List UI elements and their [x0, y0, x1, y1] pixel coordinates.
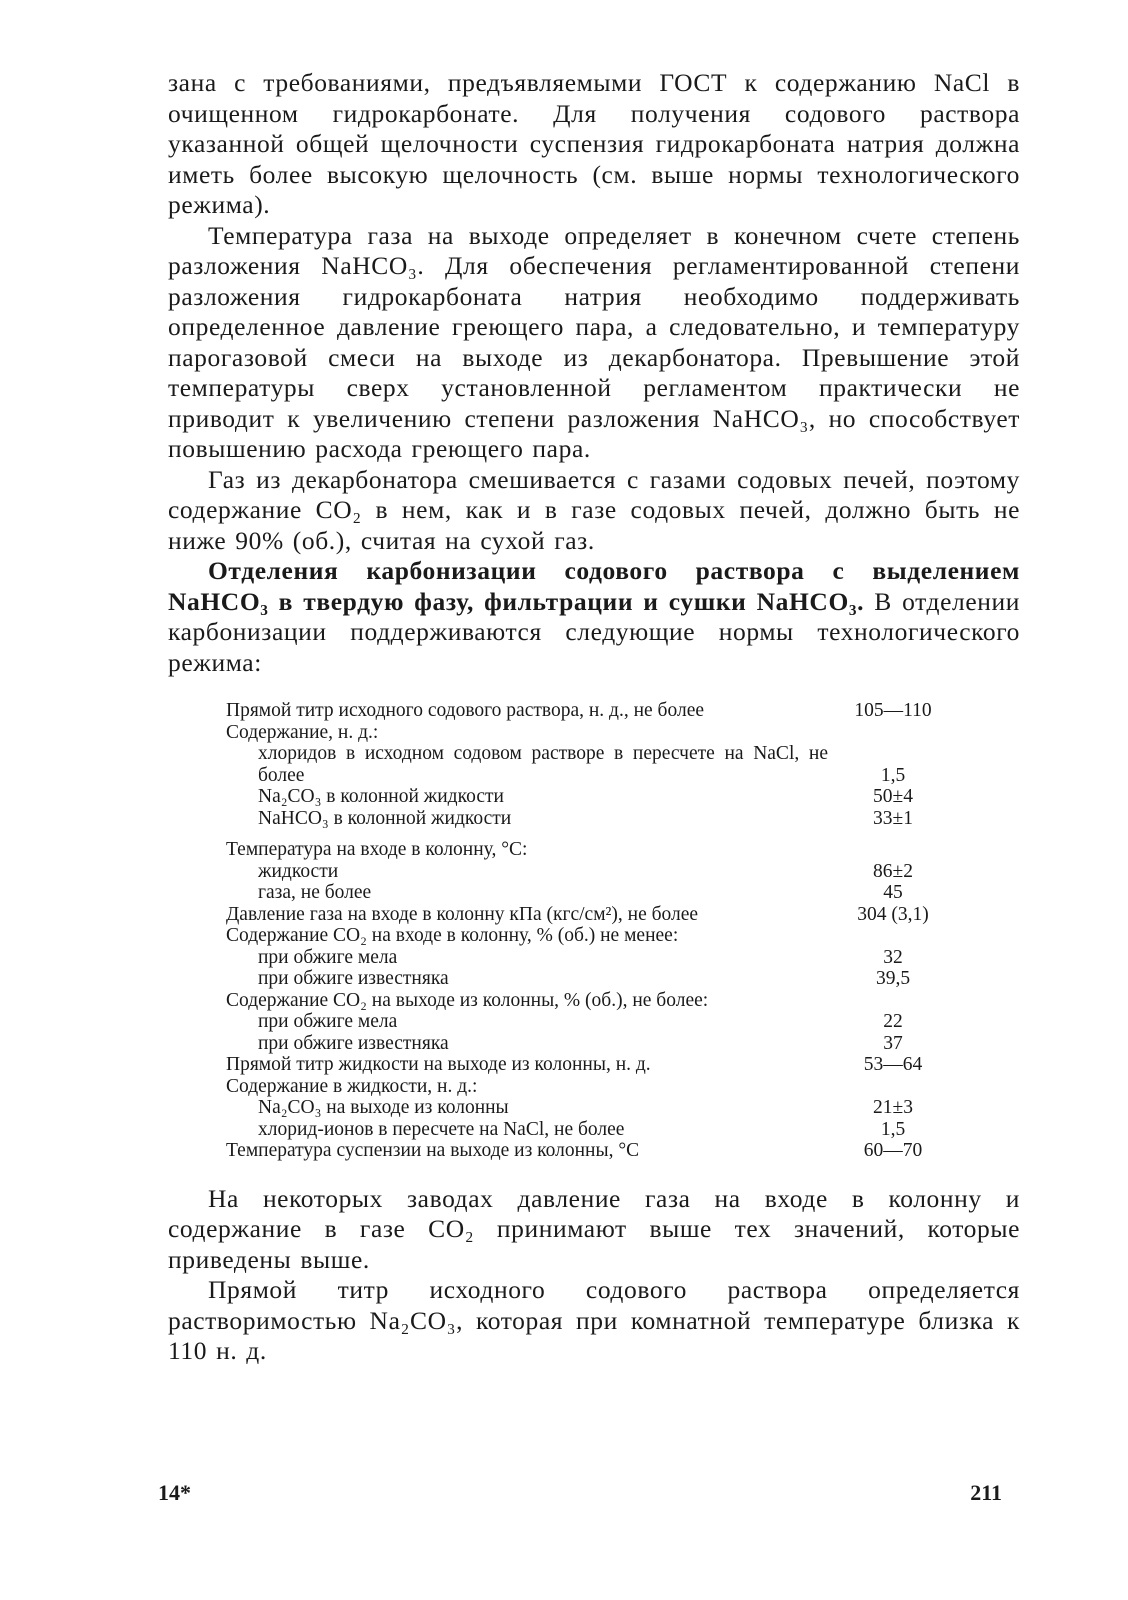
norm-row	[226, 808, 946, 830]
norm-row	[226, 786, 946, 808]
norm-label: Температура суспензии на выходе из колонны, °C	[226, 1140, 640, 1161]
norm-label: Прямой титр исходного содового раствора, н. д., не более	[226, 700, 705, 721]
norm-label: при обжиге известняка	[258, 1032, 449, 1054]
norm-label: при обжиге мела	[258, 946, 398, 968]
section-heading: Отделения карбонизации содового раствора с выделением NaHCO₃ в твердую фазу, фильтрации и сушки NaHCO₃.	[168, 556, 1020, 616]
norm-label: Na₂CO₃ в колонной жидкости	[258, 786, 504, 807]
paragraph-5: На некоторых заводах давление газа на входе в колонну и содержание в газе CO₂ принимают выше тех значений, которые приведены выше.	[168, 1183, 1020, 1274]
norm-label: NaHCO₃ в колонной жидкости	[258, 807, 512, 829]
norm-row	[226, 947, 946, 969]
norm-label: Содержание CO₂ на выходе из колонны, % (об.), не более:	[226, 989, 709, 1011]
norm-row	[226, 968, 946, 990]
norm-row	[226, 1054, 946, 1076]
norm-value: 60—70	[863, 1140, 923, 1161]
norm-value	[828, 1076, 946, 1098]
norm-row	[226, 1076, 946, 1098]
norm-row	[226, 1033, 946, 1055]
norm-row	[226, 1119, 946, 1141]
norm-row	[226, 925, 946, 947]
norm-label: хлоридов в исходном содовом растворе в пересчете на NaCl, не более	[258, 743, 828, 786]
norm-label: Содержание CO₂ на входе в колонну, % (об.) не менее:	[226, 925, 679, 946]
norm-row	[226, 861, 946, 883]
norm-row	[226, 700, 946, 722]
norm-value	[828, 990, 946, 1012]
norms-table	[226, 700, 946, 1162]
norm-row	[226, 882, 946, 904]
printer-signature: 14*	[158, 1480, 191, 1505]
norm-row	[226, 1097, 946, 1119]
paragraph-6: Прямой титр исходного содового раствора определяется растворимостью Na₂CO₃, которая при комнатной температуре близка к 110 н. д.	[168, 1275, 1020, 1365]
norm-value: 45	[883, 882, 903, 903]
norm-label: Na₂CO₃ на выходе из колонны	[258, 1097, 509, 1118]
norm-label: при обжиге мела	[258, 1011, 398, 1032]
norm-row	[226, 722, 946, 744]
norm-row	[226, 743, 946, 786]
norm-label: Содержание, н. д.:	[226, 721, 379, 743]
page-number: 211	[970, 1480, 1002, 1505]
norm-value: 33±1	[873, 807, 913, 829]
paragraph-2: Температура газа на выходе определяет в конечном счете степень разложения NaHCO₃. Для обеспечения регламентированной степени разложения гидрокарбоната натрия необходимо поддерживать определенное давление греющего пара, а следовательно, и температуру парогазовой смеси на выходе из декарбонатора. Превышение этой температуры сверх установленной регламентом практически не приводит к увеличению степени разложения NaHCO₃, но способствует повышению расхода греющего пара.	[168, 220, 1020, 463]
paragraph-1: зана с требованиями, предъявляемыми ГОСТ к содержанию NaCl в очищенном гидрокарбонате. Для получения содового раствора указанной общей щелочности суспензия гидрокарбоната натрия должна иметь более высокую щелочность (см. выше нормы технологического режима).	[168, 68, 1020, 219]
norm-label: Температура на входе в колонну, °C:	[226, 839, 528, 860]
norm-value	[828, 722, 946, 744]
paragraph-3: Газ из декарбонатора смешивается с газами содовых печей, поэтому содержание CO₂ в нем, как и в газе содовых печей, должно быть не ниже 90% (об.), считая на сухой газ.	[168, 464, 1020, 555]
norm-row	[226, 990, 946, 1012]
norm-row	[226, 904, 946, 926]
norm-value	[828, 829, 946, 861]
norm-value: 37	[883, 1032, 903, 1054]
norm-value: 1,5	[880, 764, 906, 786]
norm-value: 1,5	[880, 1118, 906, 1140]
norm-value: 105—110	[854, 700, 932, 721]
norm-row	[226, 1011, 946, 1033]
norm-value: 22	[883, 1011, 903, 1032]
norm-value: 39,5	[875, 968, 911, 989]
paragraph-4	[168, 556, 1020, 678]
paragraph-4-text: В отделении карбонизации поддерживаются следующие нормы технологического режима:	[168, 586, 1020, 677]
norm-value	[828, 925, 946, 947]
norm-label: Прямой титр жидкости на выходе из колонны, н. д.	[226, 1054, 651, 1075]
norm-label: жидкости	[258, 860, 339, 882]
page-body	[168, 68, 1020, 1367]
norm-value: 32	[883, 946, 903, 968]
norm-label: Давление газа на входе в колонну кПа (кгс/см²), не более	[226, 903, 699, 925]
norm-label: газа, не более	[258, 882, 372, 903]
norm-label: при обжиге известняка	[258, 968, 449, 989]
norm-value: 21±3	[873, 1097, 913, 1118]
norm-row	[226, 1140, 946, 1162]
norm-value: 50±4	[873, 786, 913, 807]
norm-value: 53—64	[863, 1054, 923, 1075]
norm-label: Содержание в жидкости, н. д.:	[226, 1075, 478, 1097]
norm-row	[226, 829, 946, 861]
norm-label: хлорид-ионов в пересчете на NaCl, не более	[258, 1118, 625, 1140]
norm-value: 86±2	[873, 860, 913, 882]
norm-value: 304 (3,1)	[857, 903, 929, 925]
